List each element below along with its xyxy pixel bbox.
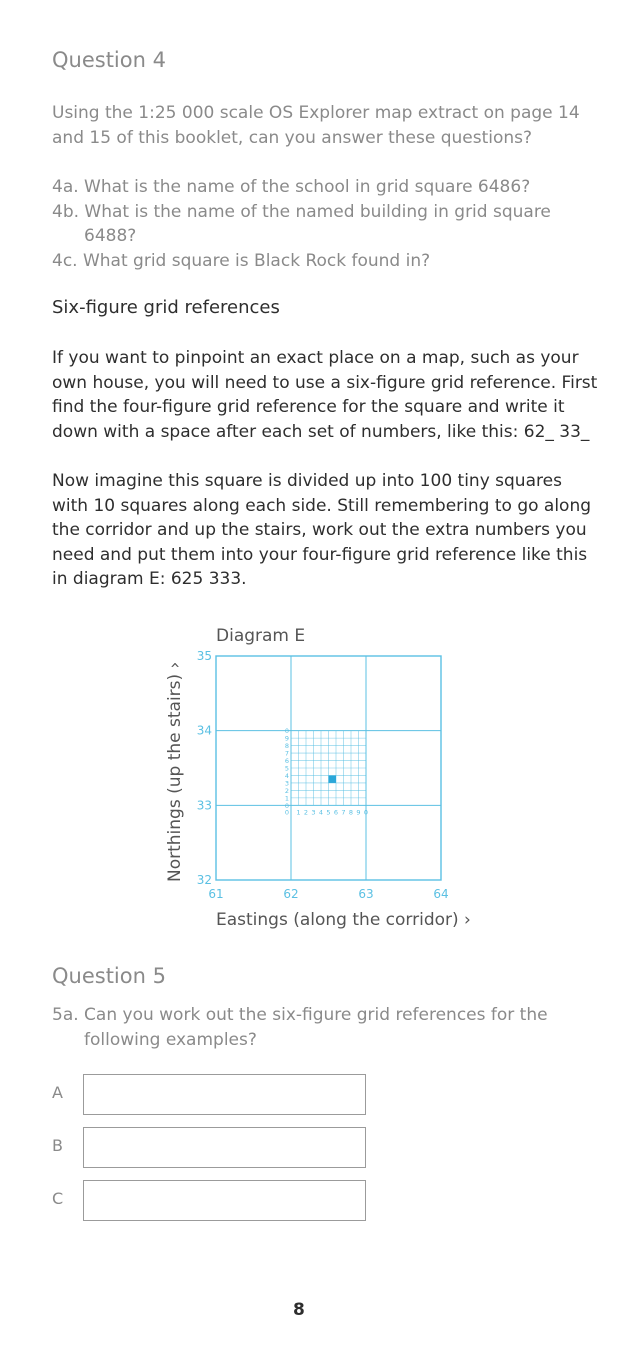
sub-northing-label: 2: [284, 786, 289, 795]
sub-easting-label: 4: [318, 808, 324, 817]
question-5-heading: Question 5: [52, 964, 166, 988]
paragraph-2: Now imagine this square is divided up into 100 tiny squares with 10 squares along each side. Still remembering to go along the corridor and up the stairs, work out the extra numbers you need and put them into your four-figure grid reference like this in diagram E: 625 333.: [52, 471, 592, 589]
sub-easting-label: 5: [326, 808, 331, 817]
x-axis-label: Eastings (along the corridor) ›: [216, 910, 471, 930]
marked-square: [329, 775, 337, 782]
sub-northing-label: 1: [284, 794, 289, 803]
paragraph-1: If you want to pinpoint an exact place on a map, such as your own house, you will need to use a six-figure grid reference. First find the four-figure grid reference for the square and write it down with a space after each set of numbers, like this: 62_ 33_: [52, 348, 598, 442]
sub-easting-label: 0: [284, 808, 289, 817]
question-4b: 4b. What is the name of the named building in grid square 6488?: [52, 201, 551, 246]
sub-easting-label: 1: [296, 808, 301, 817]
question-4c: 4c. What grid square is Black Rock found in?: [52, 250, 431, 271]
easting-label: 63: [358, 887, 374, 901]
answer-box-a[interactable]: [83, 1074, 366, 1115]
sub-northing-label: 7: [284, 749, 289, 758]
northing-label: 34: [196, 723, 212, 738]
sub-northing-label: 5: [284, 764, 289, 773]
sub-northing-label: 9: [284, 734, 289, 743]
answer-label-b: B: [52, 1136, 63, 1155]
sub-easting-label: 7: [341, 808, 346, 817]
sub-northing-label: 8: [284, 742, 289, 751]
easting-label: 61: [208, 887, 224, 901]
sub-northing-label: 3: [284, 779, 289, 788]
grid: [197, 649, 449, 901]
sub-northing-label: 0: [284, 801, 289, 810]
diagram-title: Diagram E: [216, 626, 306, 646]
sub-easting-label: 6: [333, 808, 339, 817]
question-4-intro: Using the 1:25 000 scale OS Explorer map extract on page 14 and 15 of this booklet, can you answer these questions?: [52, 103, 580, 148]
question-4-heading: Question 4: [52, 48, 166, 72]
page-number: 8: [293, 1300, 305, 1320]
y-axis-label: Northings (up the stairs) ›: [165, 661, 185, 882]
sub-easting-label: 9: [356, 808, 361, 817]
sub-easting-label: 8: [348, 808, 354, 817]
sub-northing-label: 4: [284, 771, 289, 780]
question-5a: 5a. Can you work out the six-figure grid references for the following examples?: [52, 1005, 548, 1050]
sub-northing-label: 6: [284, 757, 289, 766]
easting-label: 64: [433, 887, 449, 901]
northing-label: 35: [196, 649, 212, 663]
answer-box-b[interactable]: [83, 1127, 366, 1168]
section-heading: Six-figure grid references: [52, 297, 280, 318]
northing-label: 32: [196, 873, 212, 887]
question-4a: 4a. What is the name of the school in grid square 6486?: [52, 177, 531, 197]
answer-label-a: A: [52, 1083, 63, 1102]
sub-easting-label: 3: [311, 808, 316, 817]
sub-easting-label: 2: [303, 808, 309, 817]
easting-label: 62: [283, 887, 299, 901]
northing-label: 33: [196, 798, 212, 813]
answer-label-c: C: [52, 1189, 64, 1208]
sub-northing-label: 0: [284, 727, 289, 736]
answer-box-c[interactable]: [83, 1180, 366, 1221]
sub-easting-label: 0: [363, 808, 369, 817]
